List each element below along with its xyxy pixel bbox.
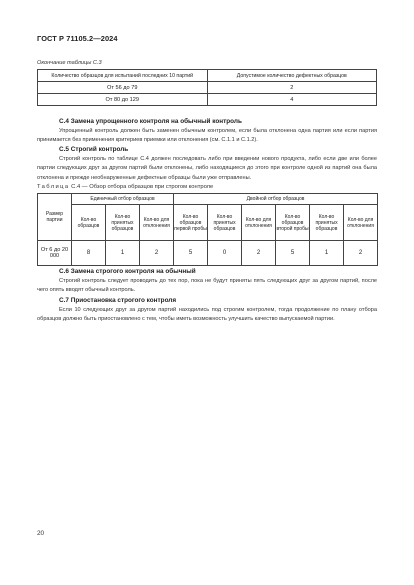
table-cell: От 56 до 79 bbox=[38, 82, 208, 94]
table-cell: 1 bbox=[106, 241, 140, 266]
table-cell: От 80 до 129 bbox=[38, 94, 208, 106]
table-cell: 2 bbox=[344, 241, 378, 266]
table-c3-header-samples: Количество образцов для испытаний последних 10 партий bbox=[38, 70, 208, 82]
table-cell: 2 bbox=[242, 241, 276, 266]
group-double-header: Двойной отбор образцов bbox=[174, 194, 378, 205]
table-cell: 0 bbox=[208, 241, 242, 266]
column-header: Кол-во для отклонения bbox=[344, 205, 378, 241]
page-number: 20 bbox=[37, 530, 45, 537]
column-header: Кол-во образцов bbox=[72, 205, 106, 241]
section-c7-title: С.7 Приостановка строгого контроля bbox=[59, 297, 177, 304]
table-cell: 1 bbox=[310, 241, 344, 266]
column-header: Кол-во принятых образцов bbox=[106, 205, 140, 241]
section-c4-text bbox=[37, 127, 377, 146]
section-c4-text-content: Упрощенный контроль должен быть заменен обычным контролем, если была отклонена одна партия или если партия принимается без применения критериев приемки или отклонения (см. С.1.1 и С.1.2). bbox=[37, 128, 377, 144]
section-c7-text bbox=[37, 306, 377, 325]
column-header: Кол-во для отклонения bbox=[140, 205, 174, 241]
table-c3-header-defects: Допустимое количество дефектных образцов bbox=[207, 70, 377, 82]
table-cell: 8 bbox=[72, 241, 106, 266]
standard-header: ГОСТ Р 71105.2—2024 bbox=[37, 34, 118, 43]
section-c6-text-content: Строгий контроль следует проводить до тех пор, пока не будут приняты пять следующих друг за другом партий, после чего опять вводят обычный контроль. bbox=[37, 278, 377, 294]
section-c5-title: С.5 Строгий контроль bbox=[59, 146, 129, 153]
column-header: Кол-во принятых образцов bbox=[310, 205, 344, 241]
table-c4 bbox=[37, 193, 378, 266]
column-header: Кол-во принятых образцов bbox=[208, 205, 242, 241]
table-c3 bbox=[37, 69, 377, 106]
section-c6-text bbox=[37, 277, 377, 296]
section-c5-text-content: Строгий контроль по таблице С.4 должен последовать либо при введении нового продукта, либо если две или более партии следующих друг за другом партий были отклонены, либо находящиеся до этого при контроле одной из партий она была отклонена и прежде необнаруженные дефектные образцы были уже отправлены. bbox=[37, 156, 377, 181]
table-cell: 2 bbox=[140, 241, 174, 266]
column-header: Кол-во для отклонения bbox=[242, 205, 276, 241]
caption-text: С.4 — Обзор отбора образцов при строгом контроле bbox=[71, 184, 214, 190]
section-c5-text bbox=[37, 155, 377, 183]
table-row bbox=[38, 241, 378, 266]
section-c6-title: С.6 Замена строгого контроля на обычный bbox=[59, 268, 196, 275]
table-c4-caption bbox=[37, 184, 213, 190]
section-c7-text-content: Если 10 следующих друг за другом партий находились под строгим контролем, тогда продолжение по плану отбора образцов должно быть приостановлено с тем, чтобы иметь возможность улучшить качество выпускаемой партии. bbox=[37, 307, 377, 323]
table-cell: 2 bbox=[207, 82, 377, 94]
table-cell: 5 bbox=[276, 241, 310, 266]
col-lot-size-header: Размер партии bbox=[38, 194, 72, 241]
table-row bbox=[38, 82, 377, 94]
table-cell: 5 bbox=[174, 241, 208, 266]
column-header: Кол-во образцов второй пробы bbox=[276, 205, 310, 241]
lot-size-cell: От 6 до 20 000 bbox=[38, 241, 72, 266]
table-continuation-label: Окончание таблицы С.3 bbox=[37, 60, 102, 66]
table-row bbox=[38, 94, 377, 106]
table-cell: 4 bbox=[207, 94, 377, 106]
caption-prefix: Таблица bbox=[37, 184, 70, 190]
column-header: Кол-во образцов первой пробы bbox=[174, 205, 208, 241]
section-c4-title: С.4 Замена упрощенного контроля на обычный контроль bbox=[59, 118, 242, 125]
group-single-header: Единичный отбор образцов bbox=[72, 194, 174, 205]
